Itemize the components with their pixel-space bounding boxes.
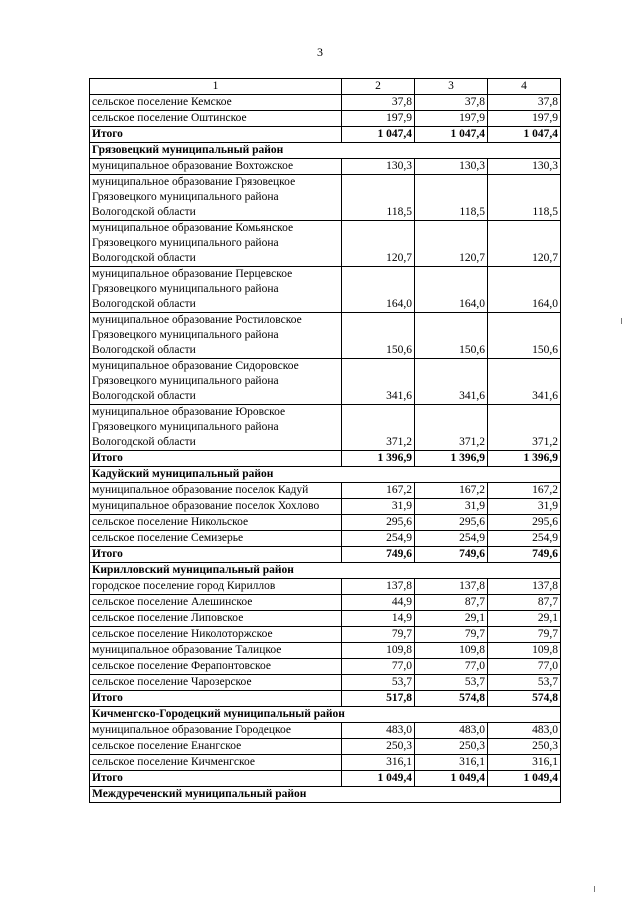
value-cell: 150,6 — [415, 313, 488, 359]
total-row — [90, 127, 561, 143]
value-cell: 749,6 — [488, 547, 561, 563]
municipality-name: муниципальное образование Городецкое — [90, 723, 342, 739]
value-cell: 483,0 — [415, 723, 488, 739]
table-row — [90, 675, 561, 691]
value-cell: 371,2 — [488, 405, 561, 451]
value-cell: 120,7 — [488, 221, 561, 267]
column-header: 3 — [415, 79, 488, 95]
district-name: Кадуйский муниципальный район — [90, 467, 561, 483]
value-cell: 254,9 — [488, 531, 561, 547]
municipality-name: муниципальное образование Комьянское Грязовецкого муниципального района Вологодской области — [90, 221, 342, 267]
column-header: 4 — [488, 79, 561, 95]
table-row — [90, 359, 561, 405]
total-label: Итого — [90, 547, 342, 563]
table-row — [90, 499, 561, 515]
budget-table — [89, 78, 561, 803]
value-cell: 1 047,4 — [415, 127, 488, 143]
table-row — [90, 611, 561, 627]
value-cell: 53,7 — [415, 675, 488, 691]
total-label: Итого — [90, 691, 342, 707]
value-cell: 109,8 — [488, 643, 561, 659]
value-cell: 164,0 — [415, 267, 488, 313]
value-cell: 77,0 — [415, 659, 488, 675]
value-cell: 29,1 — [488, 611, 561, 627]
municipality-name: сельское поселение Кичменгское — [90, 755, 342, 771]
value-cell: 77,0 — [488, 659, 561, 675]
district-header-row — [90, 787, 561, 803]
municipality-name: городское поселение город Кириллов — [90, 579, 342, 595]
value-cell: 109,8 — [342, 643, 415, 659]
total-row — [90, 547, 561, 563]
value-cell: 167,2 — [415, 483, 488, 499]
value-cell: 295,6 — [415, 515, 488, 531]
value-cell: 137,8 — [415, 579, 488, 595]
district-name: Грязовецкий муниципальный район — [90, 143, 561, 159]
scan-artifact-mark — [621, 318, 622, 324]
value-cell: 295,6 — [488, 515, 561, 531]
table-row — [90, 579, 561, 595]
total-label: Итого — [90, 771, 342, 787]
municipality-name: сельское поселение Липовское — [90, 611, 342, 627]
value-cell: 53,7 — [488, 675, 561, 691]
column-header: 2 — [342, 79, 415, 95]
value-cell: 749,6 — [415, 547, 488, 563]
value-cell: 31,9 — [415, 499, 488, 515]
value-cell: 150,6 — [488, 313, 561, 359]
table-row — [90, 405, 561, 451]
value-cell: 118,5 — [342, 175, 415, 221]
value-cell: 137,8 — [342, 579, 415, 595]
value-cell: 29,1 — [415, 611, 488, 627]
value-cell: 1 049,4 — [488, 771, 561, 787]
value-cell: 79,7 — [488, 627, 561, 643]
total-row — [90, 691, 561, 707]
municipality-name: сельское поселение Енангское — [90, 739, 342, 755]
value-cell: 341,6 — [415, 359, 488, 405]
value-cell: 197,9 — [488, 111, 561, 127]
value-cell: 164,0 — [488, 267, 561, 313]
budget-table-body — [90, 79, 561, 803]
municipality-name: муниципальное образование Грязовецкое Грязовецкого муниципального района Вологодской области — [90, 175, 342, 221]
table-row — [90, 515, 561, 531]
municipality-name: сельское поселение Оштинское — [90, 111, 342, 127]
value-cell: 574,8 — [415, 691, 488, 707]
table-row — [90, 739, 561, 755]
table-row — [90, 723, 561, 739]
table-row — [90, 531, 561, 547]
value-cell: 483,0 — [342, 723, 415, 739]
value-cell: 254,9 — [342, 531, 415, 547]
value-cell: 1 396,9 — [488, 451, 561, 467]
municipality-name: муниципальное образование Юровское Грязовецкого муниципального района Вологодской области — [90, 405, 342, 451]
municipality-name: сельское поселение Кемское — [90, 95, 342, 111]
table-row — [90, 755, 561, 771]
value-cell: 14,9 — [342, 611, 415, 627]
value-cell: 250,3 — [342, 739, 415, 755]
value-cell: 120,7 — [415, 221, 488, 267]
value-cell: 167,2 — [342, 483, 415, 499]
value-cell: 44,9 — [342, 595, 415, 611]
page-number: 3 — [317, 45, 323, 59]
table-row — [90, 111, 561, 127]
municipality-name: муниципальное образование поселок Хохлово — [90, 499, 342, 515]
value-cell: 254,9 — [415, 531, 488, 547]
value-cell: 150,6 — [342, 313, 415, 359]
value-cell: 118,5 — [415, 175, 488, 221]
municipality-name: сельское поселение Алешинское — [90, 595, 342, 611]
municipality-name: муниципальное образование Вохтожское — [90, 159, 342, 175]
value-cell: 250,3 — [488, 739, 561, 755]
table-row — [90, 175, 561, 221]
value-cell: 37,8 — [488, 95, 561, 111]
value-cell: 87,7 — [488, 595, 561, 611]
table-row — [90, 595, 561, 611]
value-cell: 164,0 — [342, 267, 415, 313]
value-cell: 371,2 — [415, 405, 488, 451]
value-cell: 316,1 — [488, 755, 561, 771]
value-cell: 197,9 — [415, 111, 488, 127]
value-cell: 1 049,4 — [342, 771, 415, 787]
total-row — [90, 451, 561, 467]
value-cell: 250,3 — [415, 739, 488, 755]
value-cell: 341,6 — [488, 359, 561, 405]
district-header-row — [90, 467, 561, 483]
value-cell: 130,3 — [488, 159, 561, 175]
value-cell: 109,8 — [415, 643, 488, 659]
table-row — [90, 627, 561, 643]
scan-artifact-mark — [594, 886, 595, 892]
district-header-row — [90, 563, 561, 579]
value-cell: 371,2 — [342, 405, 415, 451]
municipality-name: сельское поселение Никольское — [90, 515, 342, 531]
value-cell: 316,1 — [415, 755, 488, 771]
municipality-name: муниципальное образование Ростиловское Грязовецкого муниципального района Вологодской области — [90, 313, 342, 359]
table-row — [90, 483, 561, 499]
municipality-name: сельское поселение Николоторжское — [90, 627, 342, 643]
total-label: Итого — [90, 451, 342, 467]
value-cell: 77,0 — [342, 659, 415, 675]
value-cell: 1 047,4 — [488, 127, 561, 143]
municipality-name: муниципальное образование Талицкое — [90, 643, 342, 659]
value-cell: 79,7 — [415, 627, 488, 643]
table-row — [90, 95, 561, 111]
value-cell: 118,5 — [488, 175, 561, 221]
district-name: Междуреченский муниципальный район — [90, 787, 561, 803]
table-row — [90, 159, 561, 175]
total-row — [90, 771, 561, 787]
value-cell: 87,7 — [415, 595, 488, 611]
district-header-row — [90, 707, 561, 723]
value-cell: 120,7 — [342, 221, 415, 267]
value-cell: 130,3 — [415, 159, 488, 175]
municipality-name: сельское поселение Чарозерское — [90, 675, 342, 691]
table-header-row — [90, 79, 561, 95]
value-cell: 316,1 — [342, 755, 415, 771]
total-label: Итого — [90, 127, 342, 143]
municipality-name: муниципальное образование Сидоровское Грязовецкого муниципального района Вологодской области — [90, 359, 342, 405]
municipality-name: сельское поселение Ферапонтовское — [90, 659, 342, 675]
value-cell: 1 396,9 — [342, 451, 415, 467]
value-cell: 517,8 — [342, 691, 415, 707]
value-cell: 197,9 — [342, 111, 415, 127]
value-cell: 79,7 — [342, 627, 415, 643]
municipality-name: сельское поселение Семизерье — [90, 531, 342, 547]
value-cell: 483,0 — [488, 723, 561, 739]
value-cell: 167,2 — [488, 483, 561, 499]
column-header: 1 — [90, 79, 342, 95]
value-cell: 130,3 — [342, 159, 415, 175]
table-row — [90, 313, 561, 359]
value-cell: 341,6 — [342, 359, 415, 405]
value-cell: 37,8 — [415, 95, 488, 111]
value-cell: 53,7 — [342, 675, 415, 691]
value-cell: 749,6 — [342, 547, 415, 563]
value-cell: 31,9 — [488, 499, 561, 515]
table-row — [90, 659, 561, 675]
municipality-name: муниципальное образование Перцевское Грязовецкого муниципального района Вологодской области — [90, 267, 342, 313]
value-cell: 295,6 — [342, 515, 415, 531]
municipality-name: муниципальное образование поселок Кадуй — [90, 483, 342, 499]
district-name: Кирилловский муниципальный район — [90, 563, 561, 579]
district-name: Кичменгско-Городецкий муниципальный район — [90, 707, 561, 723]
value-cell: 31,9 — [342, 499, 415, 515]
district-header-row — [90, 143, 561, 159]
table-row — [90, 221, 561, 267]
value-cell: 137,8 — [488, 579, 561, 595]
value-cell: 1 047,4 — [342, 127, 415, 143]
value-cell: 1 396,9 — [415, 451, 488, 467]
value-cell: 1 049,4 — [415, 771, 488, 787]
table-row — [90, 267, 561, 313]
value-cell: 37,8 — [342, 95, 415, 111]
table-row — [90, 643, 561, 659]
value-cell: 574,8 — [488, 691, 561, 707]
